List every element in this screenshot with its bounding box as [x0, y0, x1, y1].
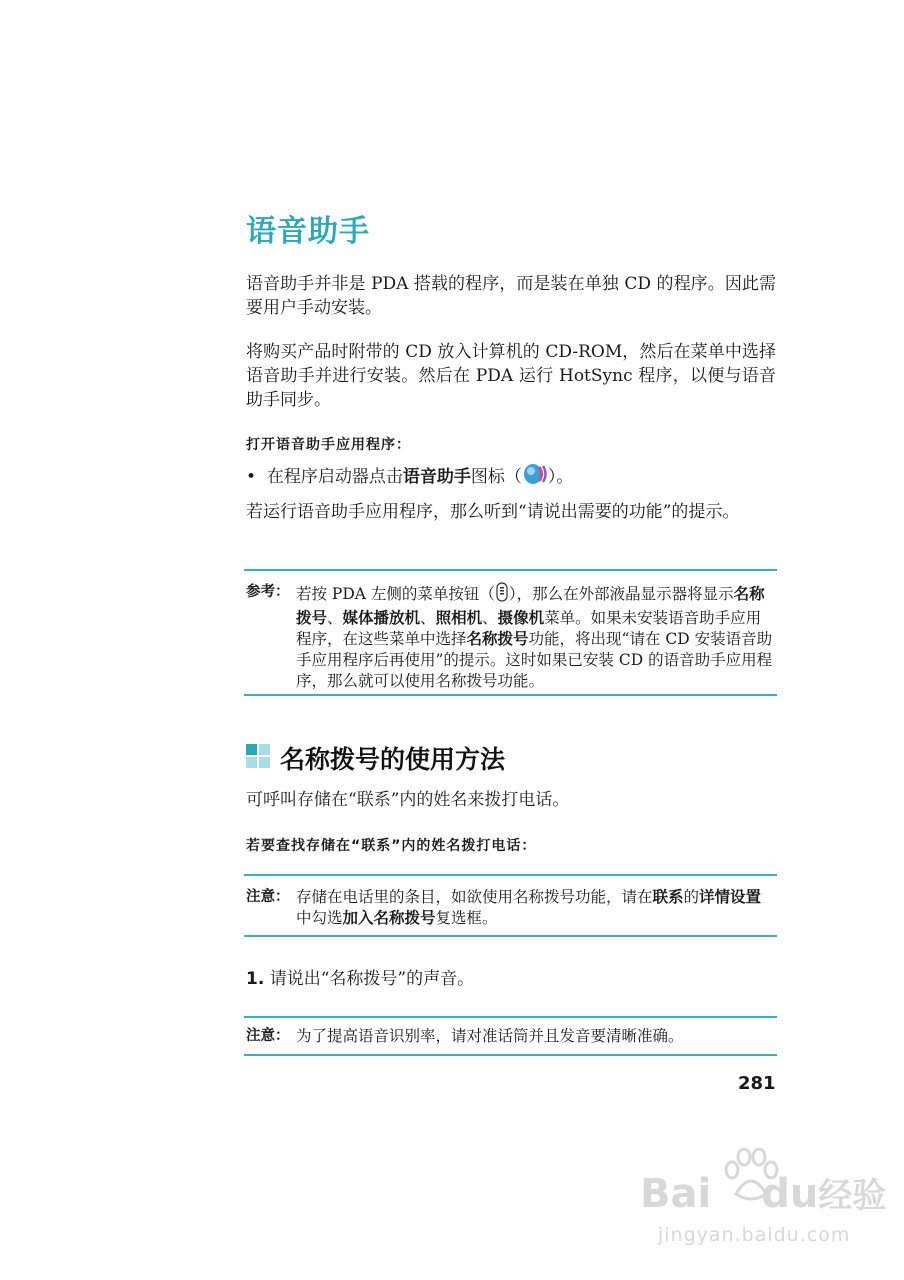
bullet-dot: • [246, 467, 267, 487]
note3-text: 为了提高语音识别率，请对准话筒并且发音要清晰准确。 [296, 1027, 684, 1045]
section2-subheading: 若要查找存储在“联系”内的姓名拨打电话： [246, 838, 537, 854]
menu-button-icon [495, 582, 509, 608]
open-app-heading: 打开语音助手应用程序： [246, 437, 411, 453]
section-squares-icon [246, 744, 270, 768]
page-number: 281 [738, 1073, 776, 1094]
note3-bottom-rule [244, 1054, 777, 1056]
note1-bottom-rule [244, 694, 777, 696]
note2-top-rule [244, 874, 777, 876]
note2-bottom-rule [244, 935, 777, 937]
page-title: 语音助手 [246, 214, 370, 249]
watermark-brand-2: du [761, 1171, 819, 1217]
watermark-suffix: 经验 [818, 1176, 887, 1216]
section2-heading: 名称拨号的使用方法 [280, 745, 506, 774]
note1-top-rule [244, 569, 777, 571]
step-1 [246, 967, 776, 991]
watermark-url: jingyan.baidu.com [658, 1224, 851, 1246]
note3 [246, 1026, 776, 1047]
section2-intro: 可呼叫存储在“联系”内的姓名来拨打电话。 [246, 790, 570, 810]
baidu-watermark [640, 1148, 890, 1268]
voice-assistant-icon [522, 463, 548, 492]
note2-label: 注意： [246, 889, 290, 905]
step-1-number: 1. [246, 969, 265, 989]
open-app-result: 若运行语音助手应用程序，那么听到“请说出需要的功能”的提示。 [246, 502, 740, 522]
note1 [246, 582, 776, 692]
intro-paragraph-1: 语音助手并非是 PDA 搭载的程序，而是装在单独 CD 的程序。因此需要用户手动安装。 [246, 274, 776, 318]
note1-body: 若按 PDA 左侧的菜单按钮（ ），那么在外部液晶显示器将显示名称拨号、媒体播放机、照相机、摄像机菜单。如果未安装语音助手应用程序，在这些菜单中选择名称拨号功能，将出现“请在 CD 安装语音助手应用程序后再使用”的提示。这时如果已安装 CD 的语音助手应用程序，那么就可以使用名称拨号功能。 [296, 582, 776, 692]
open-app-bullet: • 在程序启动器点击语音助手图标（ ）。 [246, 463, 776, 492]
step-1-text: 请说出“名称拨号”的声音。 [269, 969, 475, 989]
note1-label: 参考： [246, 584, 290, 600]
note2 [246, 887, 776, 929]
note2-body: 存储在电话里的条目，如欲使用名称拨号功能，请在联系的详情设置中勾选加入名称拨号复选框。 [296, 888, 762, 927]
watermark-brand: Bai [640, 1171, 712, 1217]
intro-paragraph-2: 将购买产品时附带的 CD 放入计算机的 CD-ROM，然后在菜单中选择语音助手并进行安装。然后在 PDA 运行 HotSync 程序，以便与语音助手同步。 [246, 342, 776, 410]
note3-top-rule [244, 1016, 777, 1018]
note3-label: 注意： [246, 1028, 290, 1044]
